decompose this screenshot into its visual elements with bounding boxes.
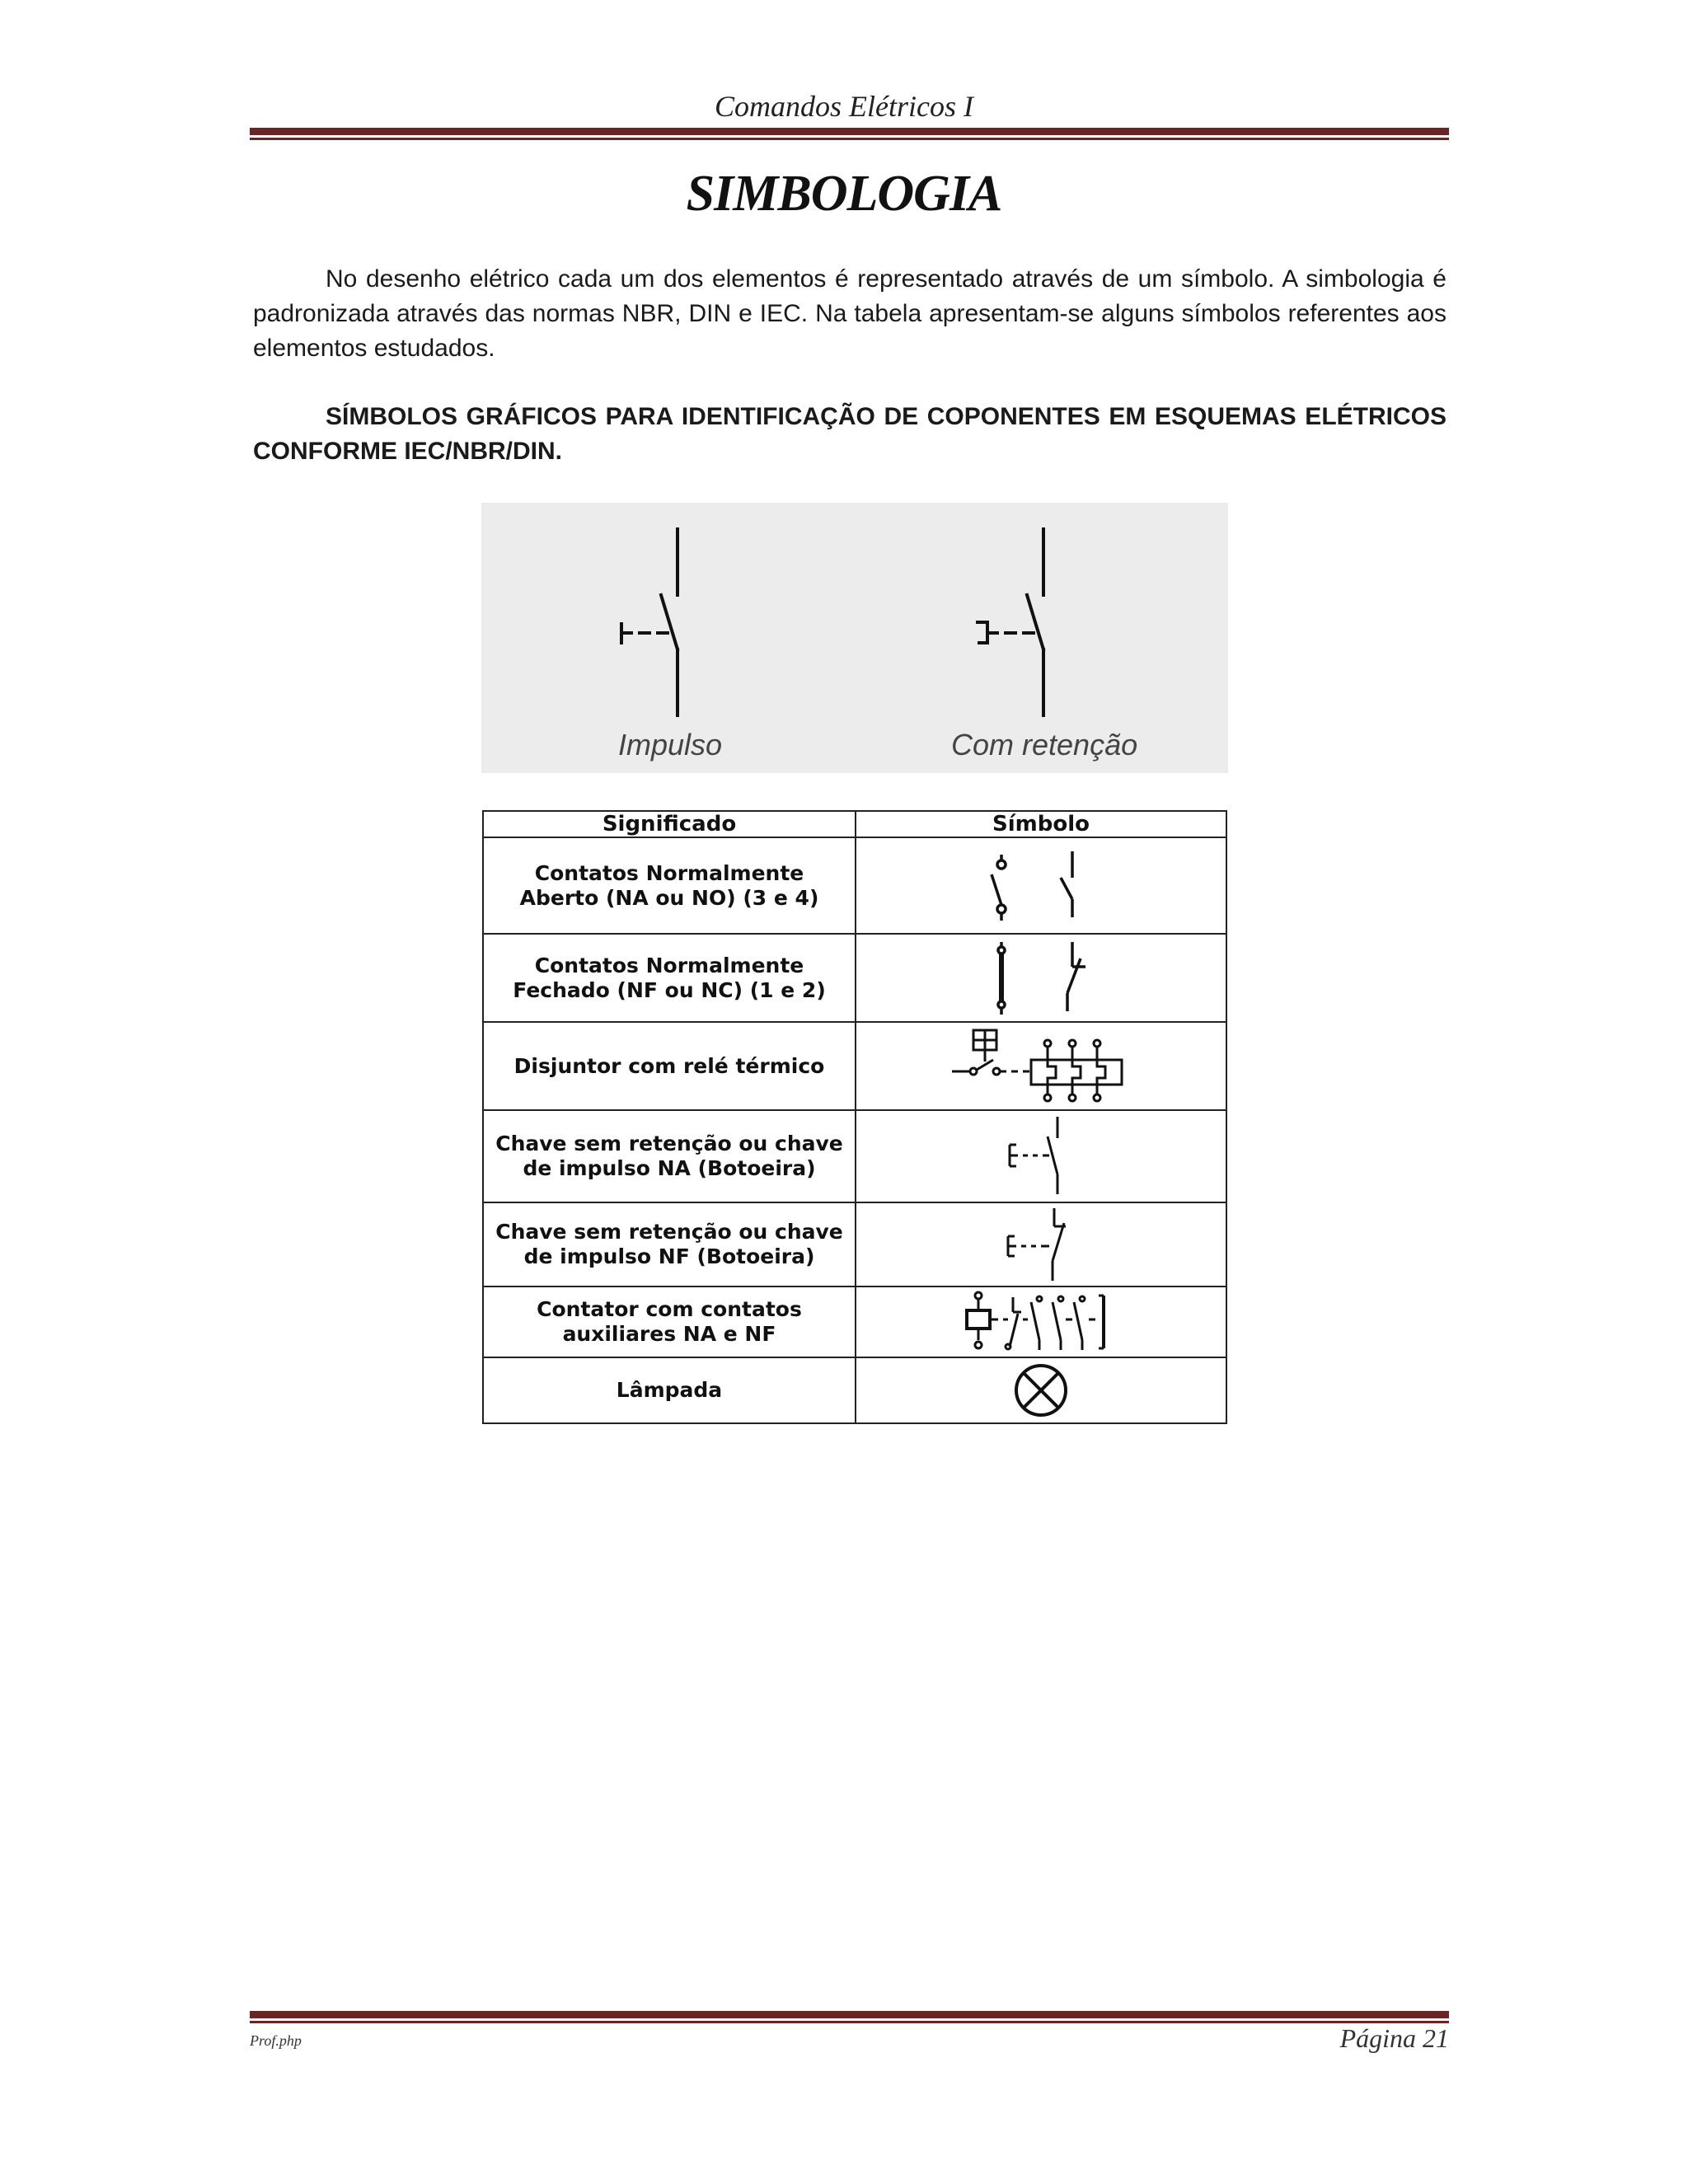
symbol-cell	[856, 1357, 1226, 1423]
symbol-cell	[856, 1110, 1226, 1202]
table-row	[483, 1357, 1226, 1423]
header-rule	[250, 128, 1449, 140]
meaning-line: Contator com contatos	[537, 1297, 802, 1321]
push-button-no-icon	[975, 1113, 1107, 1199]
meaning-cell	[483, 1202, 856, 1286]
meaning-line: Contatos Normalmente	[534, 953, 804, 977]
push-button-nc-icon	[975, 1205, 1107, 1284]
table-header-row	[483, 811, 1226, 837]
page-title: SIMBOLOGIA	[686, 166, 1002, 222]
meaning-line: de impulso NF (Botoeira)	[523, 1244, 815, 1268]
meaning-cell	[483, 1357, 856, 1423]
table-row	[483, 934, 1226, 1022]
intro-paragraph: No desenho elétrico cada um dos elementos é representado através de um símbolo. A simbologia é padronizada através das normas NBR, DIN e IEC. Na tabela apresentam-se alguns símbolos referentes aos elementos estudados.	[253, 265, 1447, 362]
meaning-cell	[483, 837, 856, 934]
meaning-line: Contatos Normalmente	[534, 860, 804, 885]
table-row	[483, 1110, 1226, 1202]
lamp-icon	[1008, 1360, 1074, 1421]
meaning-cell	[483, 1286, 856, 1357]
symbol-cell	[856, 934, 1226, 1022]
section-title: SÍMBOLOS GRÁFICOS PARA IDENTIFICAÇÃO DE COPONENTES EM ESQUEMAS ELÉTRICOS CONFORME IEC/NBR/DIN.	[253, 403, 1447, 465]
meaning-cell	[483, 1022, 856, 1110]
latched-label: Com retenção	[951, 728, 1138, 762]
meaning-line: Disjuntor com relé térmico	[513, 1053, 825, 1078]
column-header-meaning: Significado	[483, 811, 856, 837]
table-row	[483, 1022, 1226, 1110]
meaning-line: Aberto (NA ou NO) (3 e 4)	[519, 885, 819, 910]
table-row	[483, 1202, 1226, 1286]
meaning-line: auxiliares NA e NF	[562, 1322, 776, 1346]
circuit-breaker-thermal-relay-icon	[950, 1025, 1132, 1108]
impulse-label: Impulso	[618, 728, 723, 762]
symbol-cell	[856, 1202, 1226, 1286]
meaning-line: de impulso NA (Botoeira)	[523, 1156, 816, 1180]
meaning-cell	[483, 934, 856, 1022]
normally-closed-contact-icon	[975, 939, 1107, 1017]
normally-open-contact-icon	[975, 845, 1107, 927]
symbols-table	[482, 810, 1227, 1424]
symbol-cell	[856, 837, 1226, 934]
table-row	[483, 837, 1226, 934]
symbol-cell	[856, 1022, 1226, 1110]
meaning-line: Chave sem retenção ou chave	[495, 1220, 843, 1244]
footer-rule	[250, 2011, 1449, 2023]
meaning-line: Chave sem retenção ou chave	[495, 1132, 843, 1155]
symbol-cell	[856, 1286, 1226, 1357]
meaning-line: Fechado (NF ou NC) (1 e 2)	[513, 977, 826, 1002]
meaning-line: Lâmpada	[616, 1378, 723, 1402]
table-row	[483, 1286, 1226, 1357]
footer-author: Prof.php	[250, 2032, 302, 2049]
push-button-figure	[481, 503, 1228, 773]
page-number: Página 21	[1339, 2023, 1449, 2053]
contactor-auxiliary-contacts-icon	[959, 1289, 1123, 1355]
column-header-symbol: Símbolo	[856, 811, 1226, 837]
meaning-cell	[483, 1110, 856, 1202]
running-header: Comandos Elétricos I	[715, 90, 973, 123]
